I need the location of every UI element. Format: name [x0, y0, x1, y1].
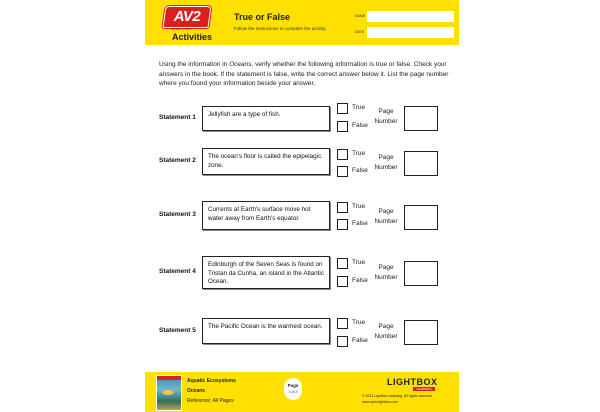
series-title: Aquatic Ecosystems	[187, 378, 236, 384]
lightbox-learning-badge: LEARNING	[413, 387, 435, 391]
statement-box-3: Currents at Earth's surface move hot water away from Earth's equator.	[202, 201, 330, 230]
false-label-4: False	[352, 277, 368, 284]
true-checkbox-5[interactable]	[337, 318, 348, 329]
instructions-part-1: Using the information in	[159, 61, 230, 68]
date-label: DATE	[355, 30, 365, 34]
activities-label: Activities	[172, 32, 213, 42]
page-label-4: Page	[378, 264, 394, 271]
number-label-5: Number	[374, 333, 398, 340]
website-link[interactable]: www.openlightbox.com	[362, 400, 398, 404]
statement-box-2: The ocean's floor is called the epipelagic zone.	[202, 148, 330, 175]
date-field[interactable]	[367, 27, 454, 38]
page-label-1: Page	[378, 108, 394, 115]
book-cover-band	[157, 376, 181, 380]
false-checkbox-2[interactable]	[337, 166, 348, 177]
copyright-text: © 2021 Lightbox Learning. All rights reserved.	[362, 394, 433, 398]
number-label-4: Number	[374, 274, 398, 281]
false-label-5: False	[352, 337, 368, 344]
page-number-label-2	[369, 153, 403, 173]
true-checkbox-4[interactable]	[337, 258, 348, 269]
av2-logo-subtext: NONFICTION	[171, 27, 192, 31]
av2-logo	[159, 6, 215, 42]
page-number-box-2[interactable]	[404, 151, 438, 176]
page-title: True or False	[234, 12, 291, 22]
worksheet-page	[145, 0, 459, 412]
true-label-3: True	[352, 203, 366, 210]
av2-logo-badge	[162, 6, 211, 28]
statement-label-4: Statement 4	[159, 268, 196, 275]
instructions-book-title: Oceans	[229, 61, 252, 68]
instructions-text	[159, 60, 451, 89]
page-indicator	[284, 378, 302, 400]
true-label-2: True	[352, 150, 366, 157]
statement-box-4: Edinburgh of the Seven Seas is found on Tristan da Cunha, an island in the Atlantic Ocean.	[202, 256, 330, 289]
av2-logo-text: AV2	[173, 8, 201, 25]
name-field[interactable]	[367, 11, 454, 22]
statement-label-1: Statement 1	[159, 114, 196, 121]
true-label-5: True	[352, 319, 366, 326]
false-checkbox-4[interactable]	[337, 276, 348, 287]
page-number-box-4[interactable]	[404, 261, 438, 286]
statement-box-5: The Pacific Ocean is the warmest ocean.	[202, 318, 330, 344]
book-cover-image	[156, 375, 182, 411]
true-label-1: True	[352, 104, 366, 111]
false-label-1: False	[352, 122, 368, 129]
page-number-box-1[interactable]	[404, 106, 438, 131]
number-label-1: Number	[374, 118, 398, 125]
page-number-label-4	[369, 263, 403, 283]
page-number-label-3	[369, 207, 403, 227]
statement-label-5: Statement 5	[159, 327, 196, 334]
page-label-2: Page	[378, 154, 394, 161]
instructions-part-2: , verify whether the following information is true or false. Check your answers in the book. If the statement is false, write the correct answer below it. List the page number where you found your information beside your answer.	[159, 61, 449, 87]
false-checkbox-3[interactable]	[337, 219, 348, 230]
page-number-box-3[interactable]	[404, 205, 438, 230]
statement-label-2: Statement 2	[159, 157, 196, 164]
number-label-2: Number	[374, 164, 398, 171]
page-number-label-5	[369, 322, 403, 342]
page-label-5: Page	[378, 323, 394, 330]
false-label-2: False	[352, 167, 368, 174]
page-label-3: Page	[378, 208, 394, 215]
false-checkbox-5[interactable]	[337, 336, 348, 347]
false-checkbox-1[interactable]	[337, 121, 348, 132]
true-checkbox-1[interactable]	[337, 103, 348, 114]
page-subtitle: Follow the instructions to complete the activity.	[234, 26, 327, 31]
true-label-4: True	[352, 259, 366, 266]
footer-bar	[145, 372, 459, 412]
page-indicator-number: 1 of 2	[288, 390, 298, 394]
statement-label-3: Statement 3	[159, 211, 196, 218]
false-label-3: False	[352, 220, 368, 227]
header-bar	[145, 0, 459, 45]
true-checkbox-3[interactable]	[337, 202, 348, 213]
name-label: NAME	[355, 14, 366, 18]
page-number-box-5[interactable]	[404, 320, 438, 345]
reference-text: Reference: All Pages	[187, 398, 234, 404]
page-indicator-label: Page	[287, 383, 299, 388]
book-title: Oceans	[187, 388, 206, 394]
number-label-3: Number	[374, 218, 398, 225]
true-checkbox-2[interactable]	[337, 149, 348, 160]
statement-box-1: Jellyfish are a type of fish.	[202, 106, 330, 131]
page-number-label-1	[369, 107, 403, 127]
book-cover-fish	[162, 390, 174, 395]
lightbox-logo: LIGHTBOX	[387, 377, 438, 387]
